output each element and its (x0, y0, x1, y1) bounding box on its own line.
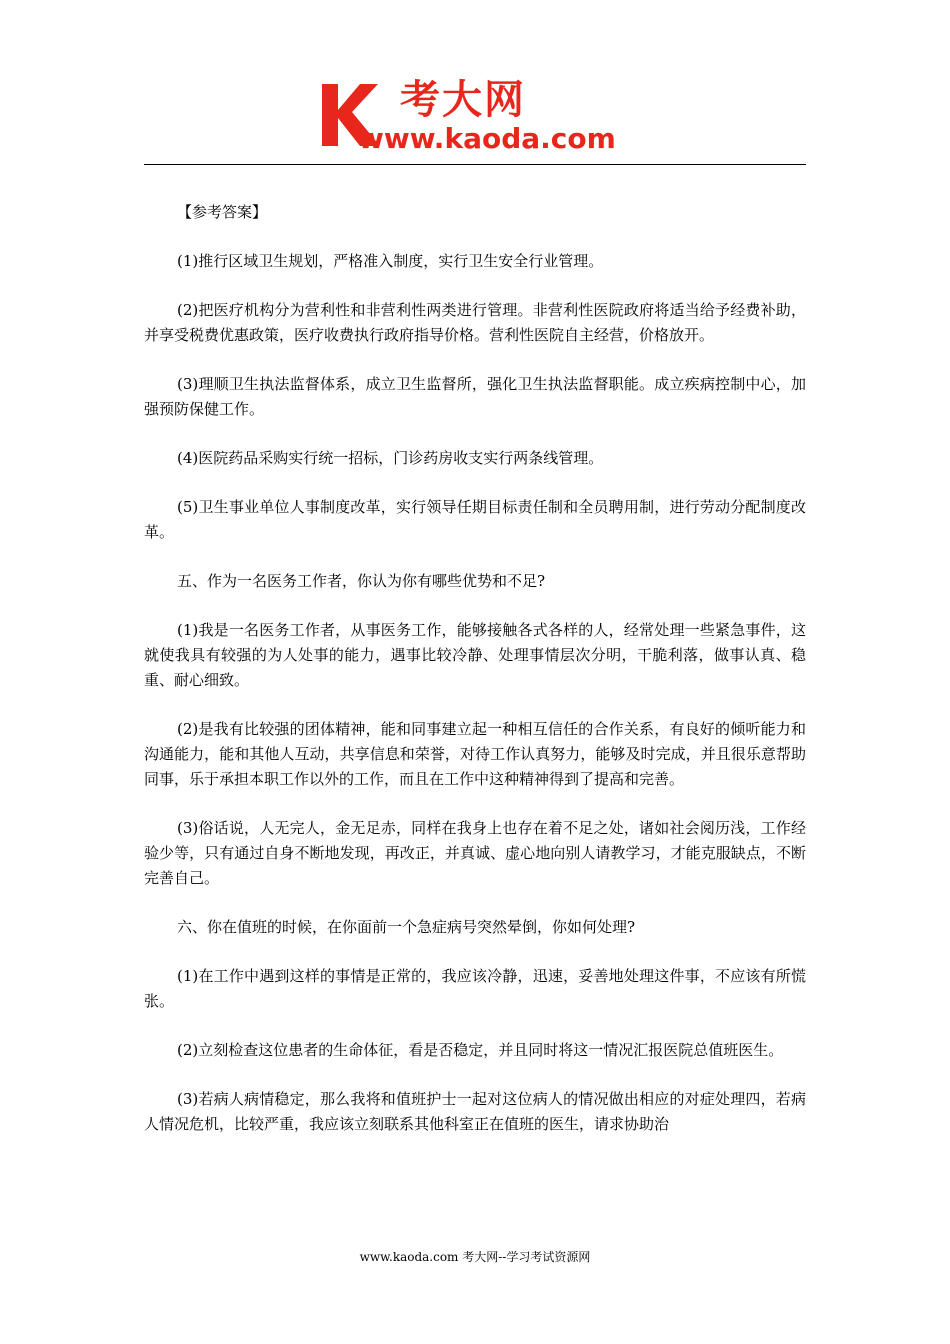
paragraph: (2)把医疗机构分为营利性和非营利性两类进行管理。非营利性医院政府将适当给予经费补助，并享受税费优惠政策，医疗收费执行政府指导价格。营利性医院自主经营，价格放开。 (144, 301, 806, 344)
paragraph: (3)理顺卫生执法监督体系，成立卫生监督所，强化卫生执法监督职能。成立疾病控制中心，加强预防保健工作。 (144, 375, 806, 418)
logo-chinese-text: 考大网 (400, 77, 526, 123)
paragraph: (5)卫生事业单位人事制度改革，实行领导任期目标责任制和全员聘用制，进行劳动分配制度改革。 (144, 498, 806, 541)
document-body (144, 200, 806, 1161)
site-logo (318, 77, 638, 160)
paragraph: (1)推行区域卫生规划，严格准入制度，实行卫生安全行业管理。 (177, 252, 604, 270)
paragraph: (3)若病人病情稳定，那么我将和值班护士一起对这位病人的情况做出相应的对症处理四，若病人情况危机，比较严重，我应该立刻联系其他科室正在值班的医生，请求协助治 (144, 1090, 806, 1133)
logo-url-text: www.kaoda.com (358, 122, 616, 155)
question-heading: 五、作为一名医务工作者，你认为你有哪些优势和不足? (177, 572, 546, 590)
paragraph: (2)是我有比较强的团体精神，能和同事建立起一种相互信任的合作关系，有良好的倾听能力和沟通能力，能和其他人互动，共享信息和荣誉，对待工作认真努力，能够及时完成，并且很乐意帮助同事，乐于承担本职工作以外的工作，而且在工作中这种精神得到了提高和完善。 (144, 720, 806, 788)
paragraph: (2)立刻检查这位患者的生命体征，看是否稳定，并且同时将这一情况汇报医院总值班医生。 (177, 1041, 784, 1059)
paragraph: (1)我是一名医务工作者，从事医务工作，能够接触各式各样的人，经常处理一些紧急事件，这就使我具有较强的为人处事的能力，遇事比较冷静、处理事情层次分明，干脆利落，做事认真、稳重、耐心细致。 (144, 621, 806, 689)
question-heading: 六、你在值班的时候，在你面前一个急症病号突然晕倒，你如何处理? (177, 918, 636, 936)
paragraph: (1)在工作中遇到这样的事情是正常的，我应该冷静，迅速，妥善地处理这件事，不应该有所慌张。 (144, 967, 806, 1010)
paragraph: (3)俗话说，人无完人，金无足赤，同样在我身上也存在着不足之处，诸如社会阅历浅，工作经验少等，只有通过自身不断地发现，再改正，并真诚、虚心地向别人请教学习，才能克服缺点，不断完善自己。 (144, 819, 806, 887)
paragraph: (4)医院药品采购实行统一招标，门诊药房收支实行两条线管理。 (177, 449, 604, 467)
answer-label: 【参考答案】 (177, 203, 268, 221)
header-divider (144, 164, 806, 165)
page-footer: www.kaoda.com 考大网--学习考试资源网 (359, 1250, 591, 1264)
